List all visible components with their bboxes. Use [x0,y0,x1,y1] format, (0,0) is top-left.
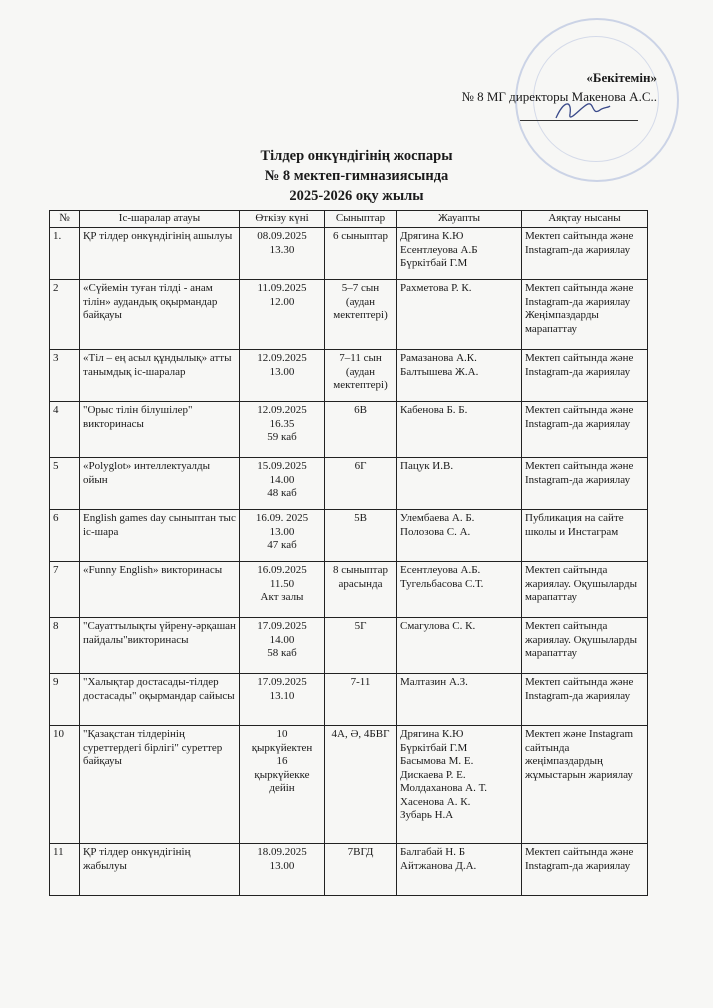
table-row [50,844,648,896]
cell-classes: 6Г [325,458,397,510]
cell-event-name: "Орыс тілін білушілер" викторинасы [80,402,240,458]
approval-label: «Бекітемін» [586,70,657,85]
cell-date: 15.09.2025 14.00 48 каб [240,458,325,510]
cell-classes: 5Г [325,618,397,674]
table-row [50,618,648,674]
cell-completion-form: Мектеп сайтында және Instagram-да жариялау [522,458,648,510]
cell-completion-form: Публикация на сайте школы и Инстаграм [522,510,648,562]
cell-number: 3 [50,350,80,402]
table-row [50,458,648,510]
table-header-row [50,211,648,228]
cell-date: 17.09.2025 13.10 [240,674,325,726]
cell-number: 8 [50,618,80,674]
title-line-1: Тілдер онкүндігінің жоспары [260,148,453,164]
cell-date: 10 қыркүйектен 16 қыркүйекке дейін [240,726,325,844]
header-number: № [50,211,80,228]
cell-date: 17.09.2025 14.00 58 каб [240,618,325,674]
cell-number: 4 [50,402,80,458]
header-event-name: Іс-шаралар атауы [80,211,240,228]
cell-classes: 5В [325,510,397,562]
cell-date: 12.09.2025 13.00 [240,350,325,402]
signature-icon [552,96,612,126]
table-row [50,228,648,280]
cell-number: 7 [50,562,80,618]
cell-completion-form: Мектеп сайтында және Instagram-да жариялау [522,350,648,402]
approval-position: № 8 МГ директоры Макенова А.С.. [461,89,657,104]
cell-responsible: Дрягина К.Ю Бүркітбай Г.М Басымова М. Е. Дискаева Р. Е. Молдаханова А. Т. Хасенова А. К. Зубарь Н.А [397,726,522,844]
cell-event-name: «Тіл – ең асыл құндылық» атты танымдық іс-шаралар [80,350,240,402]
table-row [50,280,648,350]
cell-event-name: ҚР тілдер онкүндігінің ашылуы [80,228,240,280]
cell-classes: 6 сыныптар [325,228,397,280]
cell-completion-form: Мектеп сайтында жариялау. Оқушыларды марапаттау [522,618,648,674]
cell-responsible: Кабенова Б. Б. [397,402,522,458]
cell-classes: 7-11 [325,674,397,726]
cell-date: 12.09.2025 16.35 59 каб [240,402,325,458]
document-title [0,146,713,206]
cell-event-name: English games day сыныптан тыс іс-шара [80,510,240,562]
cell-event-name: «Funny English» викторинасы [80,562,240,618]
cell-completion-form: Мектеп сайтында және Instagram-да жариялау [522,674,648,726]
cell-number: 1. [50,228,80,280]
cell-completion-form: Мектеп сайтында және Instagram-да жариялау [522,844,648,896]
cell-responsible: Балгабай Н. Б Айтжанова Д.А. [397,844,522,896]
cell-classes: 7ВГД [325,844,397,896]
cell-date: 11.09.2025 12.00 [240,280,325,350]
cell-number: 6 [50,510,80,562]
cell-classes: 4А, Ә, 4БВГ [325,726,397,844]
cell-event-name: «Сүйемін туған тілді - анам тілін» аудандық оқырмандар байқауы [80,280,240,350]
cell-number: 10 [50,726,80,844]
cell-completion-form: Мектеп сайтында және Instagram-да жариялау [522,402,648,458]
title-line-3: 2025-2026 оқу жылы [289,188,424,204]
cell-responsible: Смагулова С. К. [397,618,522,674]
table-row [50,510,648,562]
events-table [49,210,648,896]
cell-classes: 6В [325,402,397,458]
header-date: Өткізу күні [240,211,325,228]
header-classes: Сыныптар [325,211,397,228]
cell-responsible: Улембаева А. Б. Полозова С. А. [397,510,522,562]
cell-classes: 8 сыныптар арасында [325,562,397,618]
table-row [50,562,648,618]
table-row [50,726,648,844]
cell-date: 08.09.2025 13.30 [240,228,325,280]
cell-number: 5 [50,458,80,510]
table-row [50,402,648,458]
cell-date: 18.09.2025 13.00 [240,844,325,896]
cell-completion-form: Мектеп сайтында және Instagram-да жариялау [522,228,648,280]
cell-number: 11 [50,844,80,896]
cell-classes: 7–11 сын (аудан мектептері) [325,350,397,402]
header-responsible: Жауапты [397,211,522,228]
cell-classes: 5–7 сын (аудан мектептері) [325,280,397,350]
table-row [50,674,648,726]
cell-number: 2 [50,280,80,350]
cell-event-name: ҚР тілдер онкүндігінің жабылуы [80,844,240,896]
cell-completion-form: Мектеп сайтында жариялау. Оқушыларды марапаттау [522,562,648,618]
cell-responsible: Рахметова Р. К. [397,280,522,350]
table-row [50,350,648,402]
header-completion-form: Аяқтау нысаны [522,211,648,228]
cell-event-name: "Сауаттылықты үйрену-әрқашан пайдалы"викторинасы [80,618,240,674]
cell-responsible: Рамазанова А.К. Балтышева Ж.А. [397,350,522,402]
cell-date: 16.09. 2025 13.00 47 каб [240,510,325,562]
cell-responsible: Пацук И.В. [397,458,522,510]
cell-event-name: "Халықтар достасады-тілдер достасады" оқырмандар сайысы [80,674,240,726]
cell-completion-form: Мектеп сайтында және Instagram-да жариялау Жеңімпаздарды марапаттау [522,280,648,350]
cell-event-name: "Қазақстан тілдерінің суреттердегі бірлігі" суреттер байқауы [80,726,240,844]
cell-responsible: Дрягина К.Ю Есентлеуова А.Б Бүркітбай Г.М [397,228,522,280]
cell-date: 16.09.2025 11.50 Акт залы [240,562,325,618]
cell-completion-form: Мектеп және Instagram сайтында жеңімпаздардың жұмыстарын жариялау [522,726,648,844]
cell-responsible: Есентлеуова А.Б. Тугельбасова С.Т. [397,562,522,618]
cell-number: 9 [50,674,80,726]
title-line-2: № 8 мектеп-гимназиясында [264,168,449,184]
cell-responsible: Малтазин А.З. [397,674,522,726]
cell-event-name: «Polyglot» интеллектуалды ойын [80,458,240,510]
